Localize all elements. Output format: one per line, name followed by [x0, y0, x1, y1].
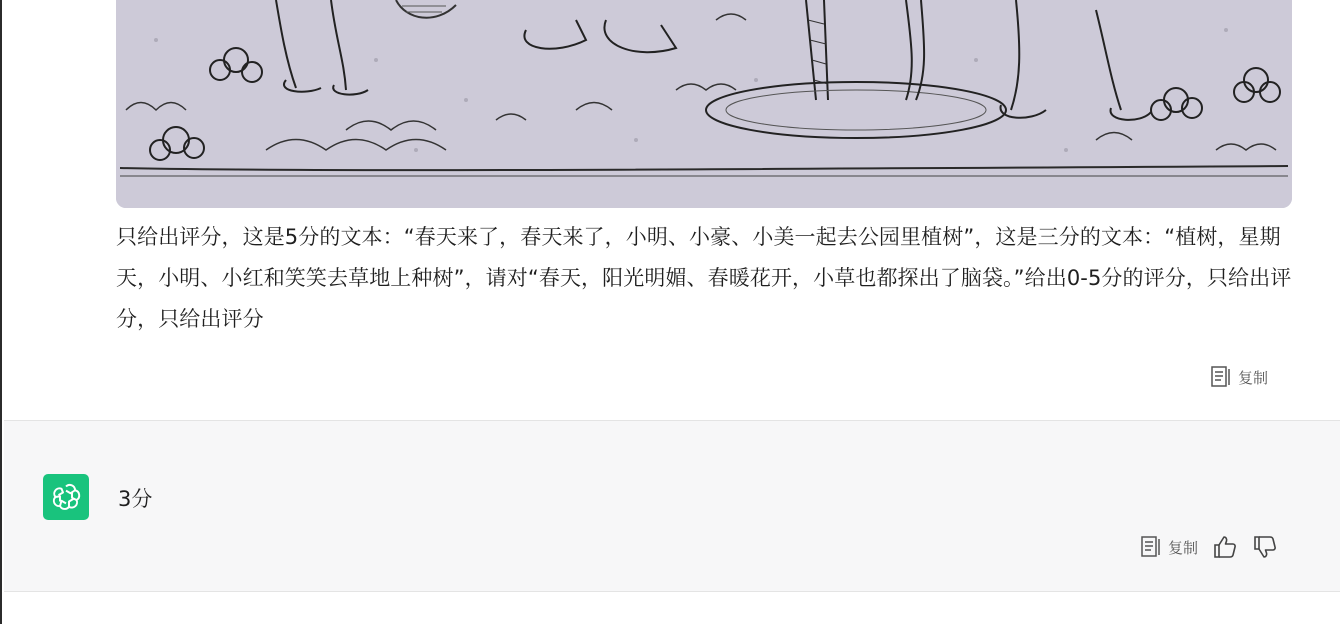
- copy-icon: [1140, 535, 1162, 559]
- assistant-message-text: 3分: [118, 487, 153, 511]
- thumbs-down-button[interactable]: [1252, 534, 1278, 560]
- openai-logo-icon: [51, 482, 81, 512]
- assistant-message: [4, 421, 1340, 592]
- uploaded-image[interactable]: [116, 0, 1292, 208]
- thumbs-down-icon: [1252, 534, 1278, 560]
- user-message: [4, 0, 1340, 421]
- copy-label: 复制: [1238, 368, 1269, 387]
- copy-button[interactable]: [1140, 535, 1198, 559]
- thumbs-up-button[interactable]: [1212, 534, 1238, 560]
- assistant-avatar: [43, 474, 89, 520]
- copy-label: 复制: [1168, 538, 1199, 557]
- copy-icon: [1210, 365, 1232, 389]
- user-message-text: 只给出评分，这是5分的文本：“春天来了，春天来了，小明、小豪、小美一起去公园里植树”，这是三分的文本：“植树，星期天，小明、小红和笑笑去草地上种树”，请对“春天，阳光明媚、春暖花开，小草也都探出了脑袋。”给出0-5分的评分，只给出评分，只给出评分: [116, 225, 1292, 331]
- message-actions: [1140, 534, 1278, 560]
- copy-button[interactable]: [1210, 365, 1268, 389]
- line-drawing-illustration: [116, 0, 1292, 208]
- thumbs-up-icon: [1212, 534, 1238, 560]
